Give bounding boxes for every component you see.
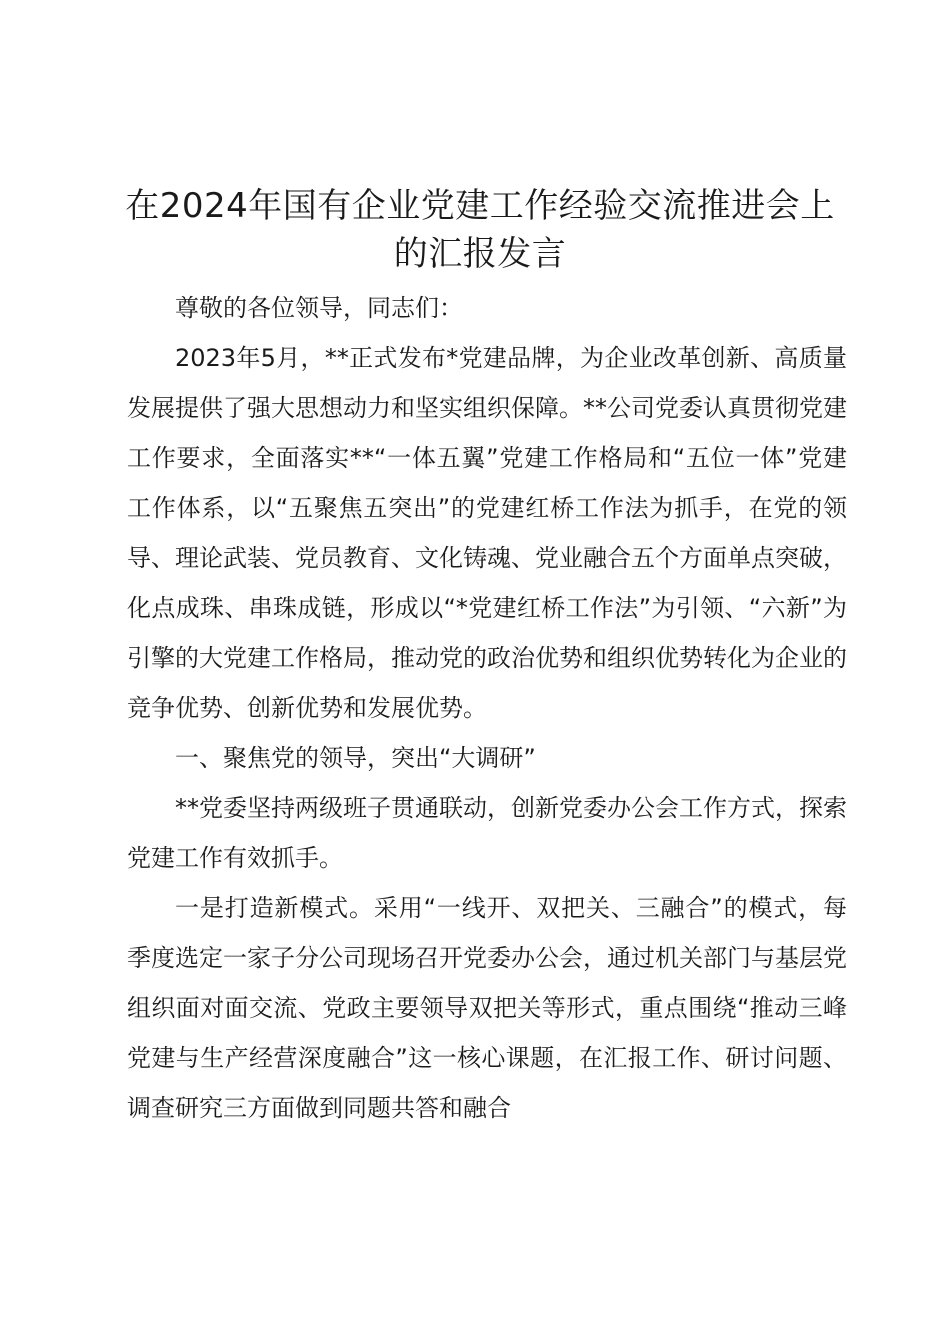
- salutation: 尊敬的各位领导，同志们：: [175, 294, 463, 322]
- section-heading: 一、聚焦党的领导，突出“大调研”: [175, 744, 536, 772]
- intro-paragraph: 2023年5月，**正式发布*党建品牌，为企业改革创新、高质量发展提供了强大思想动力和坚实组织保障。**公司党委认真贯彻党建工作要求，全面落实**“一体五翼”党建工作格局和“五位一体”党建工作体系，以“五聚焦五突出”的党建红桥工作法为抓手，在党的领导、理论武装、党员教育、文化铸魂、党业融合五个方面单点突破，化点成珠、串珠成链，形成以“*党建红桥工作法”为引领、“六新”为引擎的大党建工作格局，推动党的政治优势和组织优势转化为企业的竞争优势、创新优势和发展优势。: [127, 344, 847, 722]
- section-paragraph: **党委坚持两级班子贯通联动，创新党委办公会工作方式，探索党建工作有效抓手。: [127, 794, 847, 872]
- document-body: [127, 283, 847, 1133]
- section-paragraph: 一是打造新模式。采用“一线开、双把关、三融合”的模式，每季度选定一家子分公司现场召开党委办公会，通过机关部门与基层党组织面对面交流、党政主要领导双把关等形式，重点围绕“推动三峰党建与生产经营深度融合”这一核心课题，在汇报工作、研讨问题、调查研究三方面做到同题共答和融合: [127, 894, 847, 1122]
- document-title: 在2024年国有企业党建工作经验交流推进会上的汇报发言: [125, 186, 835, 274]
